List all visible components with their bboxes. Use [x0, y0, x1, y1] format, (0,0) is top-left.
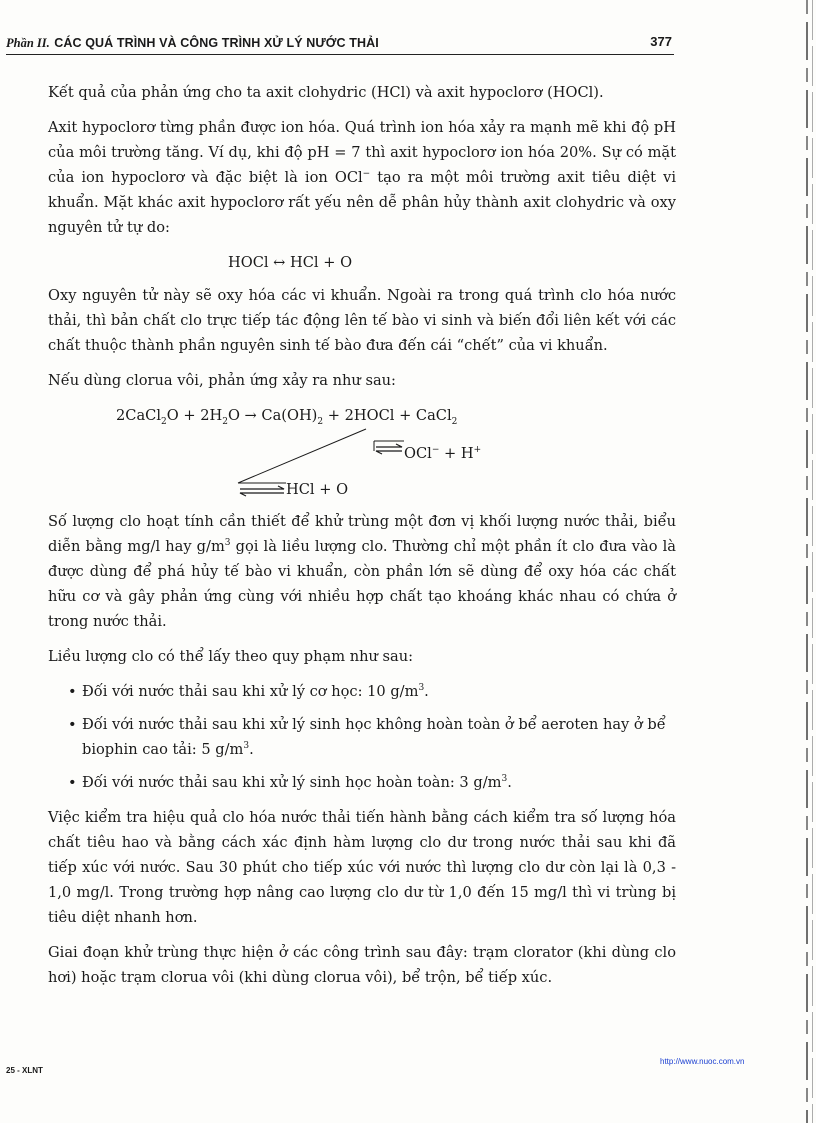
- paragraph-3: Oxy nguyên tử này sẽ oxy hóa các vi khuẩn. Ngoài ra trong quá trình clo hóa nước thải, thì bản chất clo trực tiếp tác động lên tế bào vi sinh và biến đổi liên kết với các chất thuộc thành phần nguyên sinh tế bào đưa đến cái “chết” của vi khuẩn.: [48, 287, 676, 354]
- footer-url-link[interactable]: http://www.nuoc.com.vn: [660, 1057, 745, 1066]
- paragraph-5-a: Số lượng clo hoạt tính cần thiết để khử trùng một đơn vị khối lượng nước thải, biểu diễn bằng mg/l hay g/m: [48, 513, 676, 555]
- rx-s2: 2: [222, 416, 228, 427]
- reaction-diagram: [48, 403, 676, 503]
- rx-ocl: OCl: [404, 445, 432, 462]
- paragraph-7: Việc kiểm tra hiệu quả clo hóa nước thải tiến hành bằng cách kiểm tra số lượng hóa chất tiêu hao và bằng cách xác định hàm lượng clo dư trong nước thải sau khi đã tiếp xúc với nước. Sau 30 phút cho tiếp xúc với nước thì lượng clo dư còn lại là 0,3 - 1,0 mg/l. Trong trường hợp nâng cao lượng clo dư từ 1,0 đến 15 mg/l thì vi trùng bị tiêu diệt nhanh hơn.: [48, 809, 676, 926]
- scan-edge-artifact-2: [812, 0, 813, 1123]
- dosage-list: [48, 679, 676, 795]
- rx-t3: O → Ca(OH): [227, 407, 318, 424]
- equation-hocl: HOCl ↔ HCl + O: [228, 254, 353, 271]
- header-part: Phần II.: [6, 36, 50, 50]
- paragraph-5-sup: 3: [224, 538, 231, 549]
- list-item: [48, 770, 676, 795]
- bullet-3-end: .: [507, 774, 512, 791]
- equilibrium-arrow-left-2: [240, 493, 284, 496]
- reaction-ocl-branch: [404, 441, 481, 466]
- rx-t2: O + 2H: [166, 407, 223, 424]
- paragraph-6: Liều lượng clo có thể lấy theo quy phạm như sau:: [48, 648, 414, 665]
- paragraph-2: [48, 115, 676, 240]
- paragraph-1: Kết quả của phản ứng cho ta axit clohydric (HCl) và axit hypoclorơ (HOCl).: [48, 84, 604, 101]
- page-body: [48, 80, 676, 1000]
- paragraph-2-a: Axit hypoclorơ từng phần được ion hóa. Quá trình ion hóa xảy ra mạnh mẽ khi độ pH của môi trường tăng. Ví dụ, khi độ pH = 7 thì axit hypoclorơ ion hóa 20%. Sự có mặt của ion hypoclorơ và đặc biệt là ion OCl: [48, 119, 676, 186]
- equilibrium-arrow-right-2: [240, 486, 284, 489]
- paragraph-4: Nếu dùng clorua vôi, phản ứng xảy ra như sau:: [48, 372, 396, 389]
- bullet-1-text: Đối với nước thải sau khi xử lý cơ học: 10 g/m: [82, 683, 419, 700]
- rx-ocl-tail: + H: [439, 445, 474, 462]
- rx-s3: 2: [317, 416, 324, 427]
- bullet-1-sup: 3: [418, 683, 425, 694]
- bullet-1-end: .: [424, 683, 429, 700]
- header-title: CÁC QUÁ TRÌNH VÀ CÔNG TRÌNH XỬ LÝ NƯỚC THẢI: [54, 36, 379, 50]
- rx-s4: 2: [451, 416, 458, 427]
- equilibrium-arrow-left-1: [376, 451, 402, 454]
- paragraph-2-sup: −: [362, 169, 371, 180]
- bullet-2-text: Đối với nước thải sau khi xử lý sinh học không hoàn toàn ở bể aeroten hay ở bể biophin cao tải: 5 g/m: [82, 716, 666, 758]
- footer-page-code: 25 - XLNT: [6, 1066, 43, 1075]
- rx-s1: 2: [161, 416, 167, 427]
- rx-h-sup: +: [473, 445, 482, 456]
- paragraph-5-b: gọi là liều lượng clo. Thường chỉ một phần ít clo đưa vào là được dùng để phá hủy tế bào vi khuẩn, còn phần lớn sẽ dùng để oxy hóa các chất hữu cơ và gây phản ứng cùng với nhiều hợp chất tạo khoáng khác nhau có chứa ở trong nước thải.: [48, 538, 677, 630]
- rx-ocl-sup: −: [431, 445, 440, 456]
- scan-edge-artifact: [806, 0, 808, 1123]
- page-header: [6, 34, 674, 55]
- rx-t1: 2CaCl: [116, 407, 161, 424]
- list-item: [48, 679, 676, 704]
- paragraph-2-b: tạo ra một môi trường axit tiêu diệt vi khuẩn. Mặt khác axit hypoclorơ rất yếu nên dễ phân hủy thành axit clohydric và oxy nguyên tử tự do:: [48, 169, 676, 236]
- reaction-main-equation: [116, 403, 457, 428]
- bullet-3-text: Đối với nước thải sau khi xử lý sinh học hoàn toàn: 3 g/m: [82, 774, 502, 791]
- list-item: [48, 712, 676, 762]
- equilibrium-arrow-right-1: [376, 444, 402, 447]
- bullet-3-sup: 3: [501, 774, 508, 785]
- paragraph-8: Giai đoạn khử trùng thực hiện ở các công trình sau đây: trạm clorator (khi dùng clo hơi) hoặc trạm clorua vôi (khi dùng clorua vôi), bể trộn, bể tiếp xúc.: [48, 944, 676, 986]
- bullet-2-end: .: [249, 741, 254, 758]
- reaction-hcl-branch: HCl + O: [286, 481, 349, 498]
- page-number: 377: [650, 34, 672, 49]
- paragraph-5: [48, 509, 676, 634]
- bullet-2-sup: 3: [243, 741, 250, 752]
- branch-line: [238, 429, 366, 483]
- rx-t4: + 2HOCl + CaCl: [323, 407, 452, 424]
